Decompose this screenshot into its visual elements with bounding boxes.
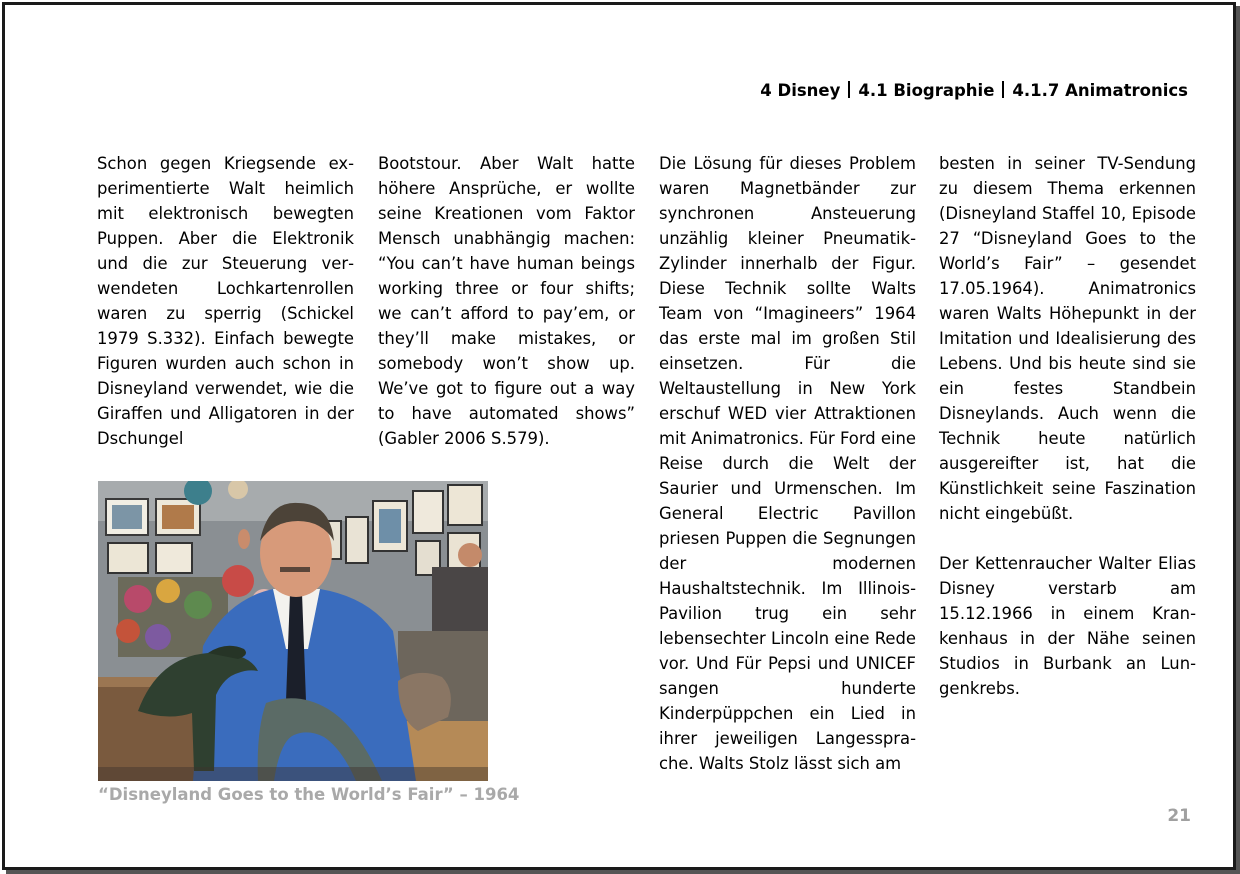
header-separator <box>848 81 850 98</box>
header-separator <box>1002 81 1004 98</box>
running-header <box>760 81 1188 100</box>
header-section: 4.1 Biographie <box>858 81 995 100</box>
text-column-3 <box>659 151 916 776</box>
page-number: 21 <box>1167 806 1191 826</box>
figure-caption: “Disneyland Goes to the World’s Fair” – 1964 <box>98 785 520 804</box>
paragraph: Die Lösung für dieses Problem waren Magnetbänder zur synchronen Ansteuerung unzählig kleiner Pneumatik-Zylinder innerhalb der Figur. Diese Technik sollte Walts Team von “Imagineers” 1964 das erste mal im großen Stil einsetzen. Für die Weltaustellung in New York erschuf WED vier Attraktionen mit Animatronics. Für Ford eine Reise durch die Welt der Saurier und Urmenschen. Im General Electric Pavillon priesen Puppen die Segnungen der modernen Haushaltstechnik. Im Illinois-Pavilion trug ein sehr lebensechter Lincoln eine Rede vor. Und Für Pepsi und UNICEF sangen hunderte Kinderpüppchen ein Lied in ihrer jeweiligen Langessprache. Walts Stolz lässt sich am <box>659 154 916 773</box>
paragraph: Schon gegen Kriegsende experimentierte Walt heimlich mit elektronisch bewegten Puppen. Aber die Elektronik und die zur Steuerung verwendeten Lochkartenrollen waren zu sperrig (Schickel 1979 S.332). Einfach bewegte Figuren wurden auch schon in Disneyland verwendet, wie die Giraffen und Alligatoren in der Dschungel <box>97 154 354 448</box>
document-page <box>2 2 1236 870</box>
paragraph: besten in seiner TV-Sendung zu diesem Thema erkennen (Disneyland Staffel 10, Episode 27 “Disneyland Goes to the World’s Fair” – gesendet 17.05.1964). Animatronics waren Walts Höhepunkt in der Imitation und Idealisierung des Lebens. Und bis heute sind sie ein festes Standbein Disneylands. Auch wenn die Technik heute natürlich ausgereifter ist, hat die Künstlichkeit seine Faszination nicht eingebüßt. <box>939 154 1196 523</box>
header-chapter: 4 Disney <box>760 81 841 100</box>
walt-disney-photo <box>98 481 488 781</box>
header-subsection: 4.1.7 Animatronics <box>1012 81 1188 100</box>
text-column-2 <box>378 151 635 451</box>
paragraph: Bootstour. Aber Walt hatte höhere Ansprüche, er wollte seine Kreationen vom Faktor Mensch unabhängig machen: “You can’t have human beings working three or four shifts; we can’t afford to pay’em, or they’ll make mistakes, or somebody won’t show up. We’ve got to figure out a way to have automated shows” (Gabler 2006 S.579). <box>378 154 635 448</box>
text-column-4 <box>939 151 1196 701</box>
text-column-1 <box>97 151 354 451</box>
paragraph: Der Kettenraucher Walter Elias Disney verstarb am 15.12.1966 in einem Krankenhaus in der Nähe seinen Studios in Burbank an Lungenkrebs. <box>939 554 1196 698</box>
